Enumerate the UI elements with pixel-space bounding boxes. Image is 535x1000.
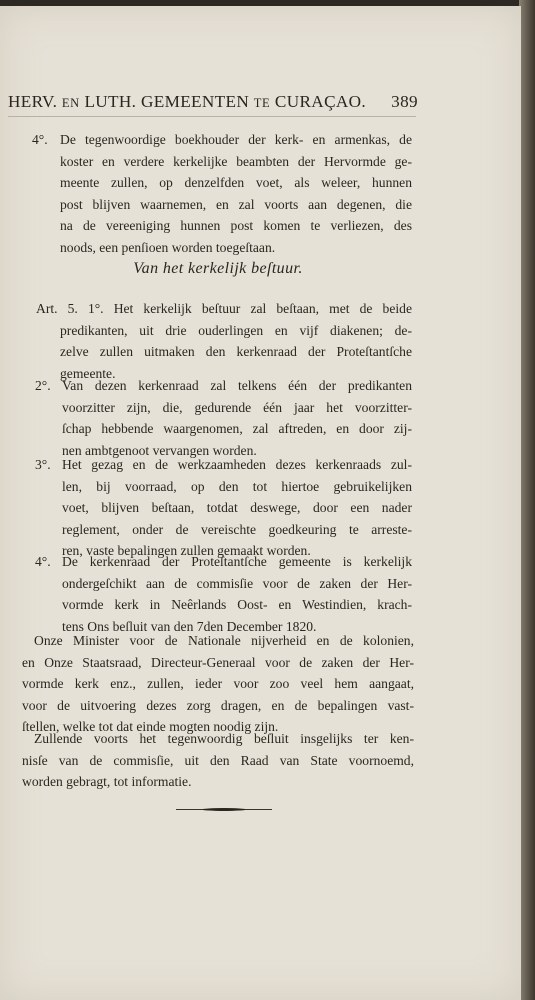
running-head-part1: HERV. (8, 92, 58, 111)
running-head-rule (8, 116, 416, 117)
sub2-line: ſchap hebbende waargenomen, zal aftreden, en door zij- (62, 421, 412, 437)
closing1-line: vormde kerk enz., zullen, ieder voor zoo veel hem aangaat, (22, 676, 414, 692)
para4-text (60, 129, 412, 259)
sub4-text (62, 551, 412, 637)
art5-first-line (36, 298, 412, 320)
sub4-line: vormde kerk in Neêrlands Oost- en Westindien, krach- (62, 597, 412, 613)
page-number: 389 (391, 92, 418, 111)
art5-first-line-text: Het kerkelijk beſtuur zal beſtaan, met de beide (113, 301, 412, 316)
para4-line: meente zullen, op denzelfden voet, als weleer, hunnen (60, 175, 412, 191)
para4-line: na de vereeniging hunnen post komen te verliezen, des (60, 218, 412, 234)
closing2-line: Zullende voorts het tegenwoordig beſluit insgelijks ter ken- (34, 731, 414, 746)
running-head-part5: CURAÇAO. (274, 92, 367, 111)
para4-number: 4°. (32, 132, 48, 147)
art5-heading-line (36, 298, 412, 320)
sub4-line: De kerkenraad der Proteſtantſche gemeente is kerkelijk (62, 554, 412, 569)
para4-line: noods, een penſioen worden toegeſtaan. (60, 239, 276, 255)
para4-line: koster en verdere kerkelijke beambten der Hervormde ge- (60, 153, 412, 169)
scan-border-right (519, 0, 535, 1000)
closing2-line: worden gebragt, tot informatie. (22, 774, 192, 790)
running-head-part3: LUTH. GEMEENTEN (84, 92, 250, 111)
sub3-line: len, bij voorraad, op den tot hiertoe gebruikelijken (62, 478, 412, 494)
para4-line: post blijven waarnemen, en zal voorts aan degenen, die (60, 196, 412, 212)
closing-paragraph-2 (22, 728, 414, 793)
sub3-text (62, 454, 412, 562)
running-head (8, 92, 418, 116)
sub3-line: Het gezag en de werkzaamheden dezes kerkenraads zul- (62, 457, 412, 472)
sub2-line: nen ambtgenoot vervangen worden. (62, 442, 257, 458)
sub2-line: voorzitter zijn, die, gedurende één jaar het voorzitter- (62, 399, 412, 415)
book-page (0, 6, 521, 1000)
running-head-part4: TE (253, 96, 271, 110)
sub3-line: reglement, onder de vereischte goedkeuring te arreste- (62, 521, 412, 537)
sub4-line: tens Ons beſluit van den 7den December 1820. (62, 618, 317, 634)
art5-line: gemeente. (60, 365, 116, 381)
art5-label: Art. 5. (36, 301, 78, 316)
closing2-line: nisſe van de commisſie, uit den Raad van State voornoemd, (22, 752, 414, 768)
closing1-line: voor de uitvoering dezes zorg dragen, en de bepalingen vast- (22, 697, 414, 713)
closing1-line: en Onze Staatsraad, Directeur-Generaal voor de zaken der Her- (22, 654, 414, 670)
sub3-number: 3°. (35, 457, 51, 472)
sub2-number: 2°. (35, 378, 51, 393)
art5-line: zelve zullen uitmaken den kerkenraad der Proteſtantſche (60, 344, 412, 360)
art5-number: 1°. (87, 301, 104, 316)
sub4-line: ondergeſchikt aan de commisſie voor de zaken der Her- (62, 575, 412, 591)
art5-line: predikanten, uit drie ouderlingen en vijf diakenen; de- (60, 322, 412, 338)
closing-paragraph-1 (22, 630, 414, 738)
closing1-line: ſtellen, welke tot dat einde mogten noodig zijn. (22, 719, 279, 735)
running-head-part2: EN (61, 96, 80, 110)
ornament-swell (202, 808, 246, 811)
end-ornament-rule (176, 808, 272, 811)
sub3-line: voet, blijven beſtaan, totdat deswege, door een nader (62, 500, 412, 516)
sub3-line: ren, vaste bepalingen zullen gemaakt worden. (62, 543, 311, 559)
sub2-line: Van dezen kerkenraad zal telkens één der predikanten (62, 378, 412, 393)
para4-line: De tegenwoordige boekhouder der kerk- en armenkas, de (60, 132, 412, 147)
section-title: Van het kerkelijk beſtuur. (133, 260, 303, 277)
sub4-number: 4°. (35, 554, 51, 569)
closing1-line: Onze Minister voor de Nationale nijverheid en de kolonien, (34, 633, 414, 648)
sub2-text (62, 375, 412, 461)
